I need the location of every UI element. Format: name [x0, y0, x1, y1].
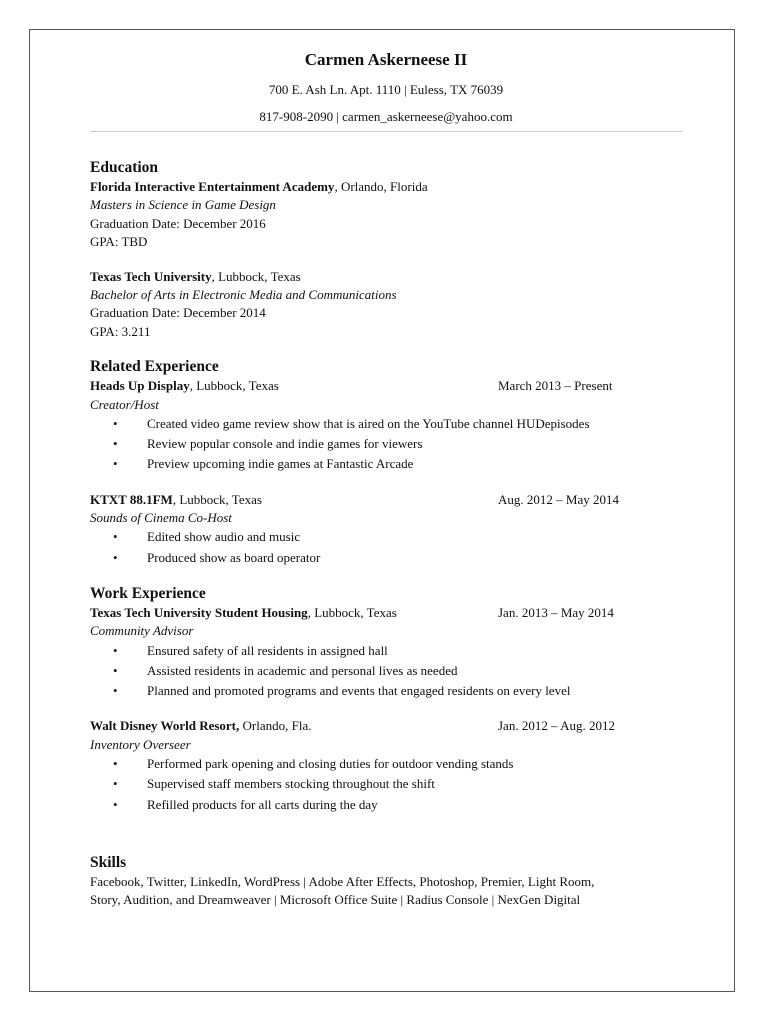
school-name: Texas Tech University	[90, 268, 212, 284]
list-item: • Supervised staff members stocking throughout the shift	[90, 774, 682, 794]
job-role: Sounds of Cinema Co-Host	[90, 510, 232, 526]
contact-line: 817-908-2090 | carmen_askerneese@yahoo.com	[259, 109, 513, 124]
job-line	[90, 377, 682, 395]
list-item: • Edited show audio and music	[90, 527, 682, 547]
skills-section	[90, 853, 682, 910]
job-entry	[90, 377, 682, 474]
job-bullets	[90, 641, 682, 702]
education-entry	[90, 178, 682, 252]
list-item: • Produced show as board operator	[90, 548, 682, 568]
school-line	[90, 178, 682, 196]
list-item: • Preview upcoming indie games at Fantastic Arcade	[90, 454, 682, 474]
job-location: , Lubbock, Texas	[307, 604, 397, 620]
resume-header	[90, 48, 682, 132]
job-org: Walt Disney World Resort,	[90, 718, 240, 734]
education-section	[90, 158, 682, 341]
job-org: Heads Up Display	[90, 378, 190, 394]
graduation-date: Graduation Date: December 2014	[90, 305, 266, 321]
job-line	[90, 491, 682, 509]
job-bullets	[90, 754, 682, 815]
school-line	[90, 268, 682, 286]
job-dates: Jan. 2013 – May 2014	[498, 604, 614, 620]
job-org: KTXT 88.1FM	[90, 491, 173, 507]
resume-content	[90, 48, 682, 910]
work-experience-section	[90, 584, 682, 815]
job-entry	[90, 717, 682, 814]
candidate-name: Carmen Askerneese II	[304, 50, 468, 69]
job-entry	[90, 491, 682, 568]
section-heading: Education	[90, 159, 159, 176]
job-role: Creator/Host	[90, 396, 159, 412]
gpa: GPA: TBD	[90, 234, 148, 250]
list-item: • Planned and promoted programs and events that engaged residents on every level	[90, 681, 682, 701]
degree: Masters in Science in Game Design	[90, 197, 276, 213]
graduation-date: Graduation Date: December 2016	[90, 215, 266, 231]
list-item: • Assisted residents in academic and personal lives as needed	[90, 661, 682, 681]
address-line: 700 E. Ash Ln. Apt. 1110 | Euless, TX 76039	[268, 82, 504, 97]
job-org: Texas Tech University Student Housing	[90, 604, 308, 620]
job-location: , Lubbock, Texas	[189, 378, 279, 394]
job-location: , Lubbock, Texas	[172, 491, 262, 507]
school-name: Florida Interactive Entertainment Academy	[90, 179, 335, 194]
section-heading: Work Experience	[90, 584, 206, 602]
list-item: • Refilled products for all carts during the day	[90, 795, 682, 815]
job-dates: March 2013 – Present	[498, 378, 613, 394]
header-divider	[90, 131, 682, 132]
job-line	[90, 604, 682, 622]
section-heading: Related Experience	[90, 358, 219, 376]
job-role: Inventory Overseer	[90, 736, 191, 752]
section-heading: Skills	[90, 853, 127, 871]
school-location: , Lubbock, Texas	[211, 268, 301, 284]
list-item: • Review popular console and indie games for viewers	[90, 434, 682, 454]
school-location: , Orlando, Florida	[334, 179, 428, 194]
list-item: • Created video game review show that is aired on the YouTube channel HUDepisodes	[90, 414, 682, 434]
job-location: Orlando, Fla.	[239, 718, 312, 734]
job-dates: Jan. 2012 – Aug. 2012	[498, 718, 615, 734]
job-entry	[90, 604, 682, 701]
job-line	[90, 717, 682, 735]
education-entry	[90, 268, 682, 342]
job-dates: Aug. 2012 – May 2014	[498, 491, 619, 507]
job-role: Community Advisor	[90, 623, 194, 639]
gpa: GPA: 3.211	[90, 323, 151, 339]
related-experience-section	[90, 357, 682, 568]
resume-page	[29, 29, 735, 992]
skills-line: Story, Audition, and Dreamweaver | Microsoft Office Suite | Radius Console | NexGen Digital	[90, 892, 581, 908]
skills-line: Facebook, Twitter, LinkedIn, WordPress | Adobe After Effects, Photoshop, Premier, Light Room,	[90, 873, 595, 889]
degree: Bachelor of Arts in Electronic Media and Communications	[90, 287, 397, 303]
job-bullets	[90, 414, 682, 475]
job-bullets	[90, 527, 682, 567]
list-item: • Performed park opening and closing duties for outdoor vending stands	[90, 754, 682, 774]
list-item: • Ensured safety of all residents in assigned hall	[90, 641, 682, 661]
